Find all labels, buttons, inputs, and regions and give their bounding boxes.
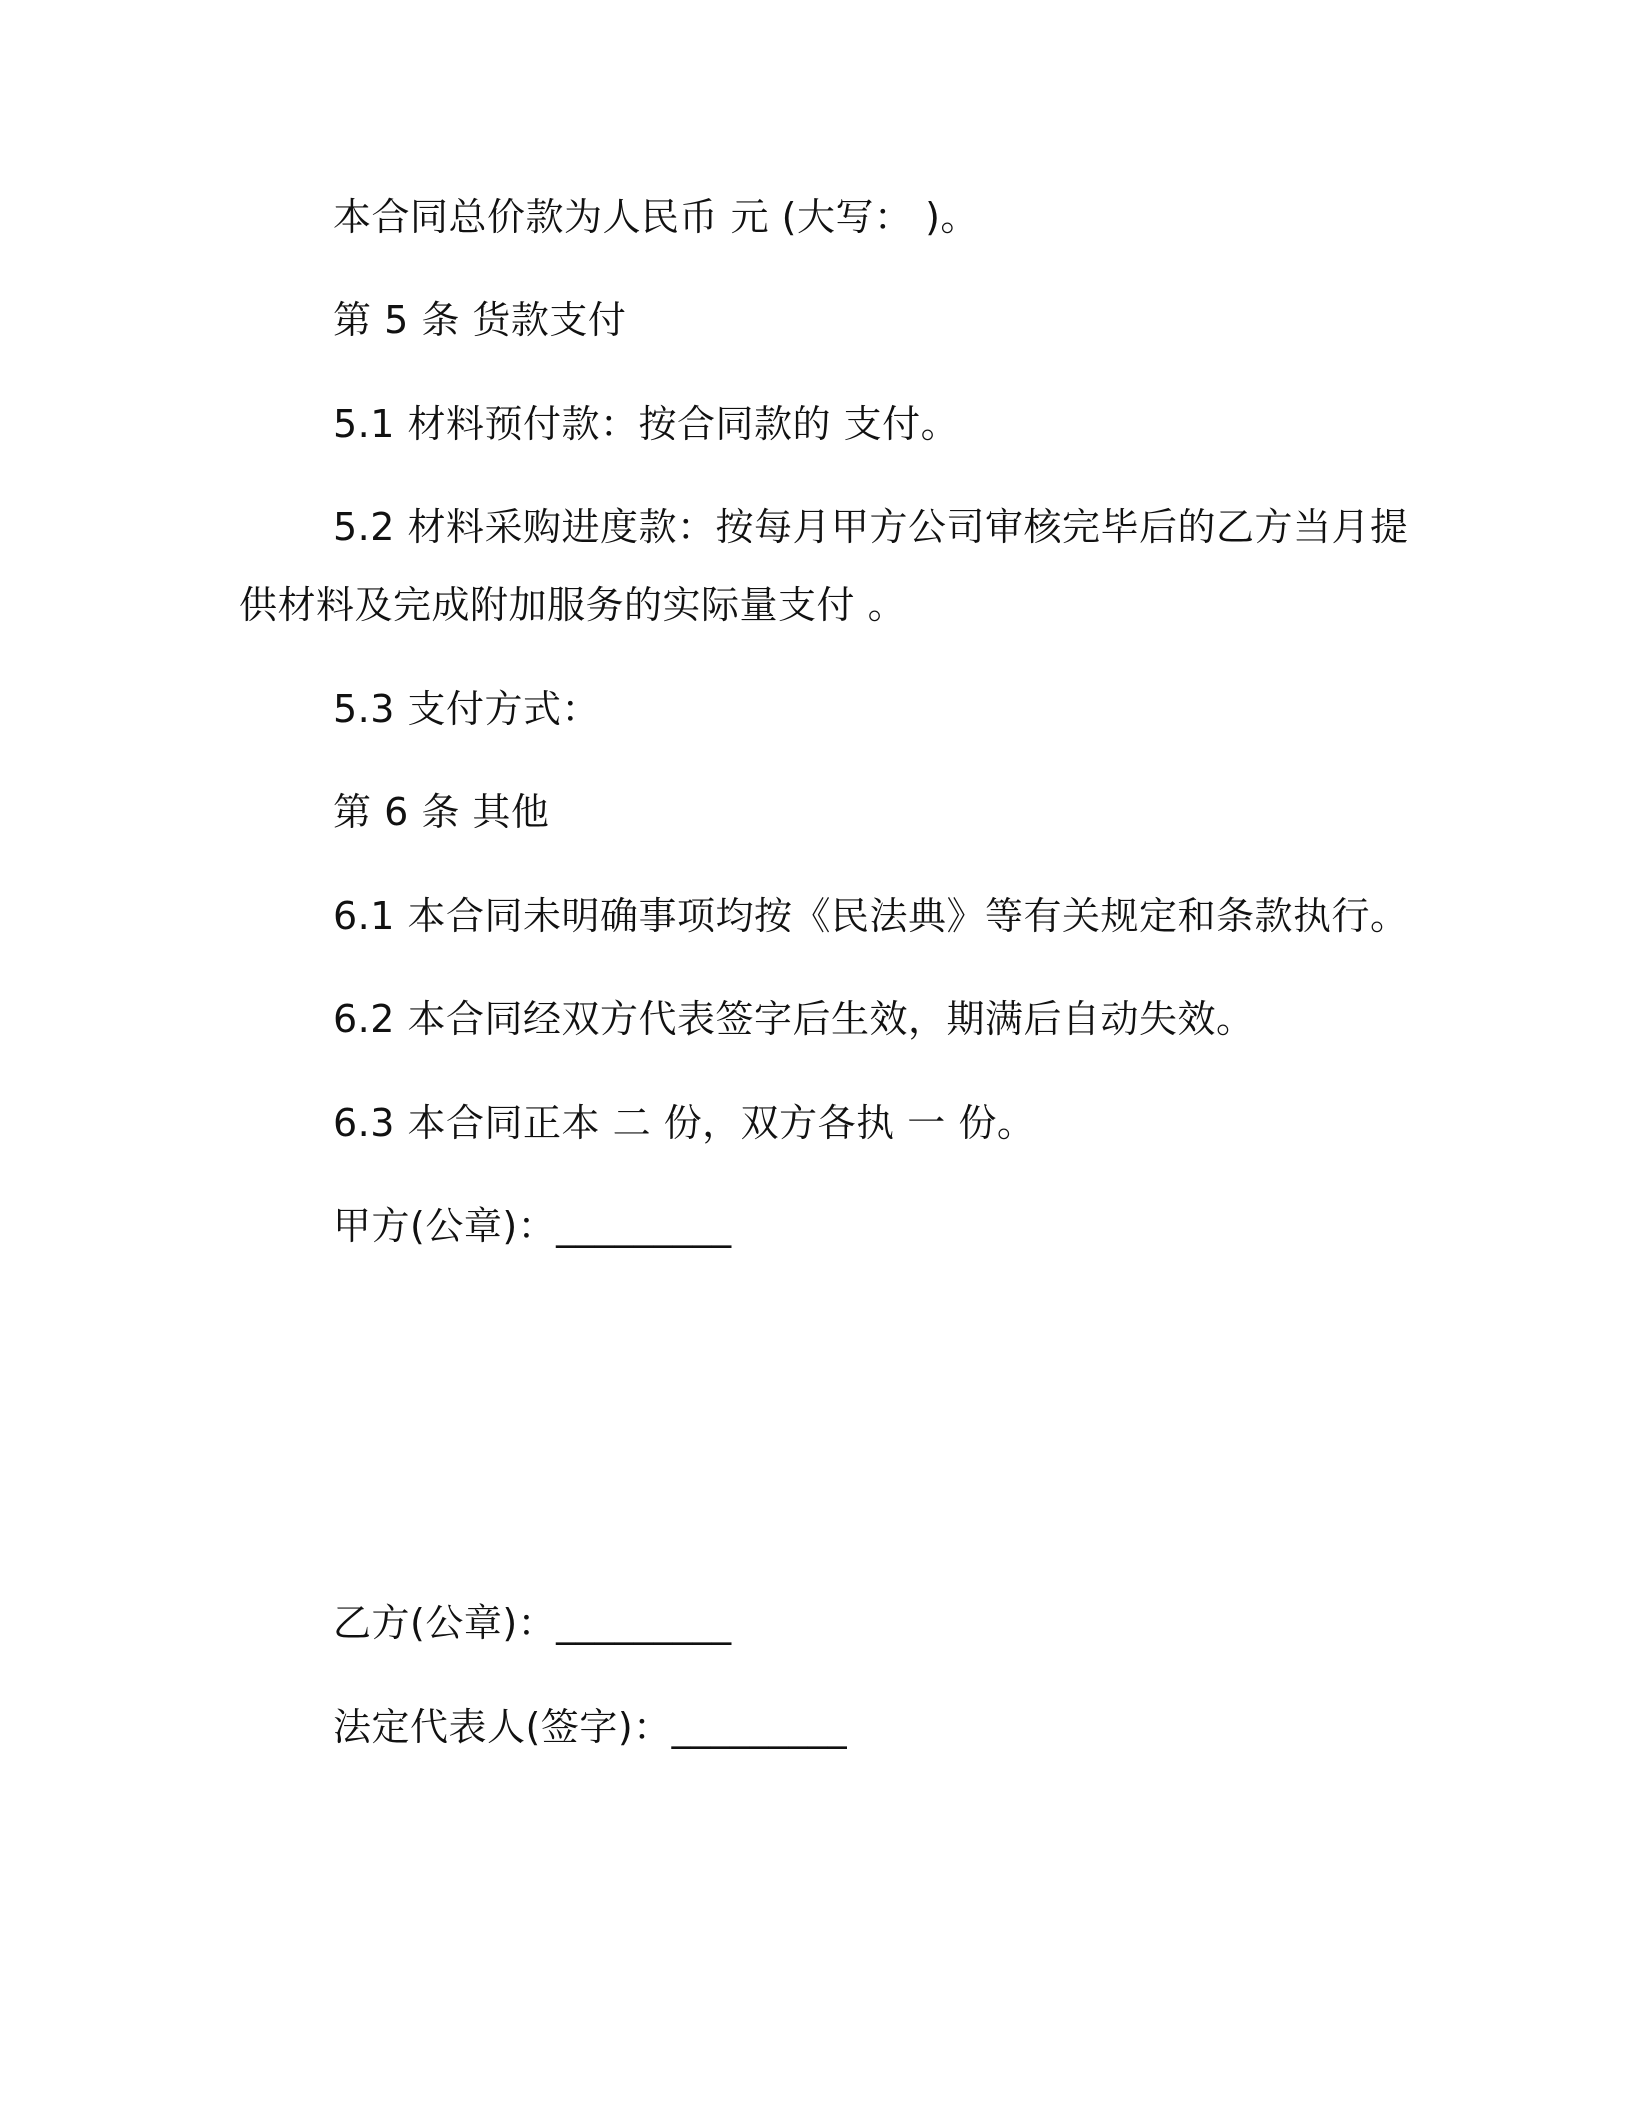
party-a-seal-line: 甲方(公章)：_________ — [333, 1204, 732, 1248]
party-b-seal-line: 乙方(公章)：_________ — [333, 1601, 732, 1645]
article-6-heading: 第 6 条 其他 — [333, 790, 550, 834]
article-5-heading: 第 5 条 货款支付 — [333, 298, 627, 342]
clause-5-2: 5.2 材料采购进度款：按每月甲方公司审核完毕后的乙方当月提 — [333, 505, 1409, 549]
clause-5-2-continued: 供材料及完成附加服务的实际量支付 。 — [239, 583, 907, 627]
total-price-line: 本合同总价款为人民币 元 (大写： )。 — [333, 195, 979, 239]
legal-representative-signature-line: 法定代表人(签字)：_________ — [333, 1705, 848, 1749]
clause-5-3: 5.3 支付方式： — [333, 687, 601, 731]
clause-6-1: 6.1 本合同未明确事项均按《民法典》等有关规定和条款执行。 — [333, 894, 1409, 938]
clause-5-1: 5.1 材料预付款：按合同款的 支付。 — [333, 402, 960, 446]
clause-6-2: 6.2 本合同经双方代表签字后生效，期满后自动失效。 — [333, 997, 1255, 1041]
clause-6-3: 6.3 本合同正本 二 份，双方各执 一 份。 — [333, 1101, 1036, 1145]
